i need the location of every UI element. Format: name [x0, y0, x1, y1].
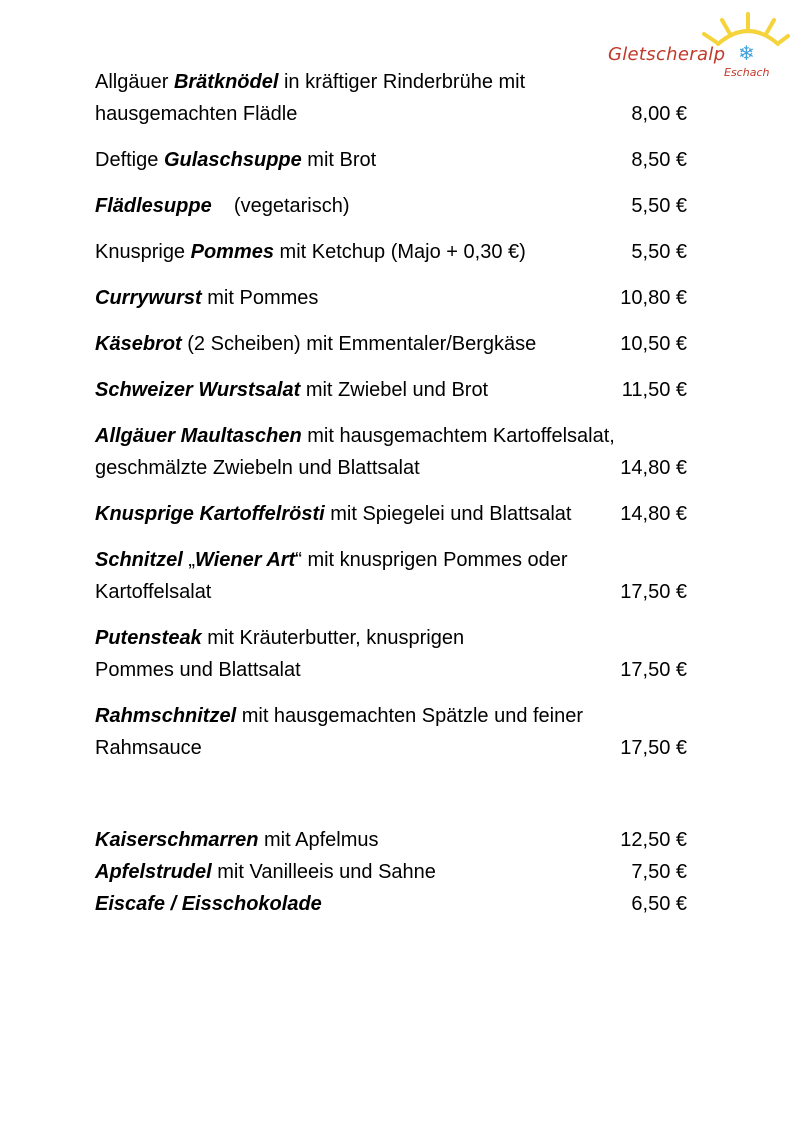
menu-item: Schnitzel „Wiener Art“ mit knusprigen Pommes oder Kartoffelsalat 17,50 €: [95, 544, 687, 608]
dish-price: 17,50 €: [620, 581, 687, 603]
menu-item: Allgäuer Maultaschen mit hausgemachtem Kartoffelsalat, geschmälzte Zwiebeln und Blattsalat 14,80 €: [95, 420, 687, 484]
menu-item: Currywurst mit Pommes 10,80 €: [95, 282, 687, 314]
dish-name: Käsebrot: [95, 333, 182, 355]
dish-price: 17,50 €: [620, 737, 687, 759]
dessert-price: 12,50 €: [620, 829, 687, 851]
logo-location: Eschach: [724, 66, 770, 79]
dish-price: 5,50 €: [631, 241, 687, 263]
dessert-item: Kaiserschmarren mit Apfelmus 12,50 €: [95, 824, 687, 856]
dish-price: 5,50 €: [631, 195, 687, 217]
menu-item: Rahmschnitzel mit hausgemachten Spätzle und feiner Rahmsauce 17,50 €: [95, 700, 687, 764]
menu-list: [95, 66, 687, 920]
dish-price: 17,50 €: [620, 659, 687, 681]
dish-name: Currywurst: [95, 287, 202, 309]
dish-price: 11,50 €: [621, 379, 687, 401]
menu-item: Schweizer Wurstsalat mit Zwiebel und Brot 11,50 €: [95, 374, 687, 406]
dish-name: Brätknödel: [173, 71, 279, 93]
dish-name: Rahmschnitzel: [95, 705, 237, 727]
dessert-name: Kaiserschmarren: [95, 829, 259, 851]
dish-price: 10,80 €: [620, 287, 687, 309]
dessert-name: Eiscafe / Eisschokolade: [95, 893, 322, 915]
dessert-name: Apfelstrudel: [95, 861, 212, 883]
menu-item: Flädlesuppe (vegetarisch) 5,50 €: [95, 190, 687, 222]
dish-price: 8,00 €: [631, 103, 687, 125]
snowflake-icon: ❄: [738, 43, 755, 65]
menu-item: Deftige Gulaschsuppe mit Brot 8,50 €: [95, 144, 687, 176]
dish-name: Putensteak: [95, 627, 202, 649]
menu-item: Knusprige Kartoffelrösti mit Spiegelei und Blattsalat 14,80 €: [95, 498, 687, 530]
dish-price: 8,50 €: [631, 149, 687, 171]
menu-item: Putensteak mit Kräuterbutter, knusprigen Pommes und Blattsalat 17,50 €: [95, 622, 687, 686]
dish-name: Schnitzel: [95, 549, 183, 571]
dish-name: Schweizer Wurstsalat: [95, 379, 301, 401]
dish-name: Pommes: [190, 241, 274, 263]
dish-name: Gulaschsuppe: [163, 149, 302, 171]
dessert-price: 6,50 €: [631, 893, 687, 915]
dish-name: Flädlesuppe: [95, 195, 212, 217]
menu-item: Allgäuer Brätknödel in kräftiger Rinderbrühe mit hausgemachten Flädle 8,00 €: [95, 66, 687, 130]
dish-name-style: Wiener Art: [195, 549, 296, 571]
logo-wordmark: Gletscheralp: [608, 44, 726, 65]
dessert-item: Apfelstrudel mit Vanilleeis und Sahne 7,50 €: [95, 856, 687, 888]
menu-item: Knusprige Pommes mit Ketchup (Majo + 0,30 €) 5,50 €: [95, 236, 687, 268]
dish-price: 14,80 €: [620, 457, 687, 479]
dish-name: Knusprige Kartoffelrösti: [95, 503, 325, 525]
dish-name: Allgäuer Maultaschen: [95, 425, 302, 447]
menu-item: Käsebrot (2 Scheiben) mit Emmentaler/Bergkäse 10,50 €: [95, 328, 687, 360]
dessert-item: [95, 888, 687, 920]
dish-price: 10,50 €: [620, 333, 687, 355]
dessert-price: 7,50 €: [631, 861, 687, 883]
dish-price: 14,80 €: [620, 503, 687, 525]
